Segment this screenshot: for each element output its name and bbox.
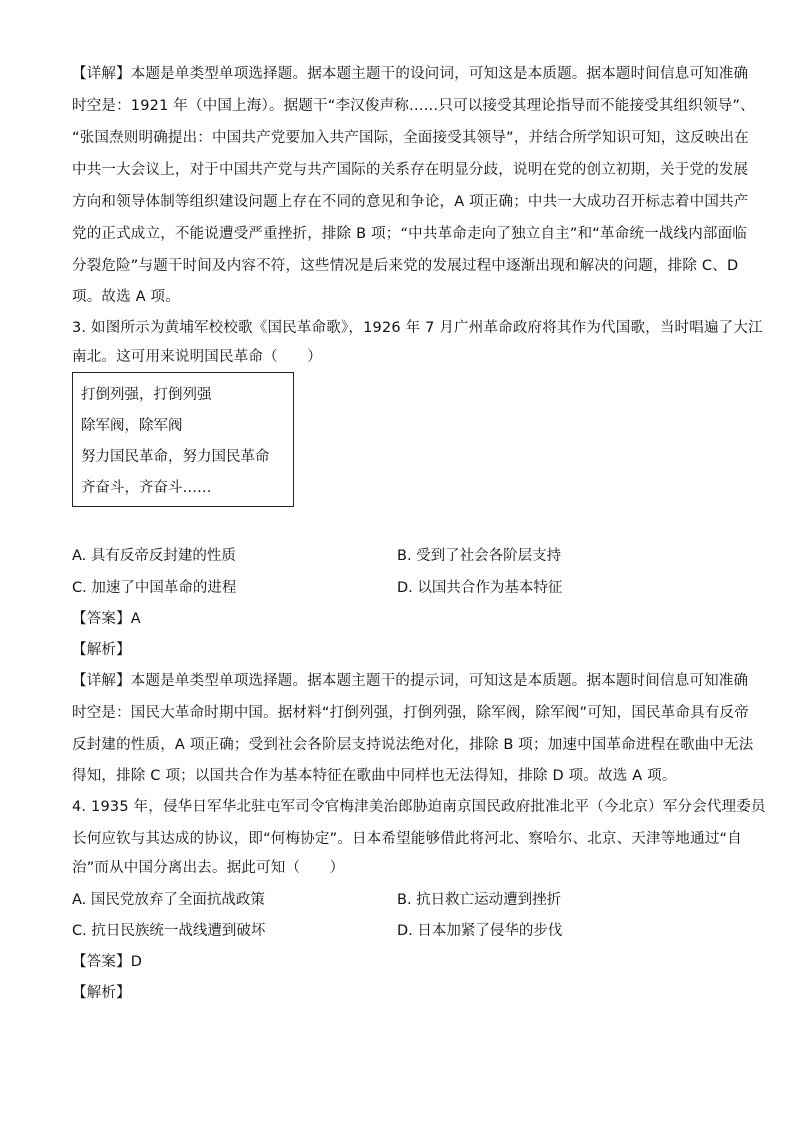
q4-analysis-label: 【解析】 xyxy=(72,985,131,1001)
q4-option-c: C. 抗日民族统一战线遭到破坏 xyxy=(72,923,266,939)
lyrics-line-4: 齐奋斗，齐奋斗…… xyxy=(81,480,212,496)
q3-analysis-line-1: 【详解】本题是单类型单项选择题。据本题主题干的提示词，可知这是本质题。据本题时间信息可知准确 xyxy=(72,673,749,689)
q2-analysis-line-4: 中共一大会议上，对于中国共产党与共产国际的关系存在明显分歧，说明在党的创立初期，关于党的发展 xyxy=(72,162,749,178)
q2-analysis-line-2: 时空是：1921 年（中国上海）。据题干“李汉俊声称……只可以接受其理论指导而不能接受其组织领导”、 xyxy=(72,98,755,114)
q4-stem-line-1: 4. 1935 年，侵华日军华北驻屯军司令官梅津美治郎胁迫南京国民政府批准北平（今北京）军分会代理委员 xyxy=(72,799,766,815)
q3-option-b: B. 受到了社会各阶层支持 xyxy=(397,548,562,564)
q4-stem-line-3: 治”而从中国分离出去。据此可知（ ） xyxy=(72,860,345,876)
q3-answer: 【答案】A xyxy=(72,611,141,627)
q3-option-c: C. 加速了中国革命的进程 xyxy=(72,580,237,596)
q4-option-b: B. 抗日救亡运动遭到挫折 xyxy=(397,892,562,908)
q3-stem-line-2: 南北。这可用来说明国民革命（ ） xyxy=(72,349,322,365)
q3-option-a: A. 具有反帝反封建的性质 xyxy=(72,548,236,564)
lyrics-line-3: 努力国民革命，努力国民革命 xyxy=(81,449,270,465)
q3-analysis-line-2: 时空是：国民大革命时期中国。据材料“打倒列强，打倒列强，除军阀，除军阀”可知，国民革命具有反帝 xyxy=(72,705,749,721)
q4-stem-line-2: 长何应钦与其达成的协议，即“何梅协定”。日本希望能够借此将河北、察哈尔、北京、天津等地通过“自 xyxy=(72,831,742,847)
q3-option-d: D. 以国共合作为基本特征 xyxy=(397,580,563,596)
q3-analysis-label: 【解析】 xyxy=(72,642,131,658)
q2-analysis-line-6: 党的正式成立，不能说遭受严重挫折，排除 B 项；“中共革命走向了独立自主”和“革命统一战线内部面临 xyxy=(72,226,747,242)
lyrics-line-2: 除军阀，除军阀 xyxy=(81,418,183,434)
q3-stem-line-1: 3. 如图所示为黄埔军校校歌《国民革命歌》，1926 年 7 月广州革命政府将其作为代国歌，当时唱遍了大江 xyxy=(72,320,763,336)
lyrics-line-1: 打倒列强，打倒列强 xyxy=(81,387,212,403)
q3-analysis-line-4: 得知，排除 C 项；以国共合作为基本特征在歌曲中同样也无法得知，排除 D 项。故选 A 项。 xyxy=(72,768,677,784)
q2-analysis-line-1: 【详解】本题是单类型单项选择题。据本题主题干的设问词，可知这是本质题。据本题时间信息可知准确 xyxy=(72,66,749,82)
q4-option-a: A. 国民党放弃了全面抗战政策 xyxy=(72,892,265,908)
q4-answer: 【答案】D xyxy=(72,954,143,970)
q2-analysis-line-8: 项。故选 A 项。 xyxy=(72,289,180,305)
q2-analysis-line-7: 分裂危险”与题干时间及内容不符，这些情况是后来党的发展过程中逐渐出现和解决的问题，排除 C、D xyxy=(72,258,739,274)
q4-option-d: D. 日本加紧了侵华的步伐 xyxy=(397,923,563,939)
lyrics-box xyxy=(72,372,294,507)
q3-analysis-line-3: 反封建的性质，A 项正确；受到社会各阶层支持说法绝对化，排除 B 项；加速中国革命进程在歌曲中无法 xyxy=(72,737,754,753)
q2-analysis-line-3: “张国焘则明确提出：中国共产党要加入共产国际，全面接受其领导”，并结合所学知识可知，这反映出在 xyxy=(72,130,749,146)
q2-analysis-line-5: 方向和领导体制等组织建设问题上存在不同的意见和争论，A 项正确；中共一大成功召开标志着中国共产 xyxy=(72,194,749,210)
